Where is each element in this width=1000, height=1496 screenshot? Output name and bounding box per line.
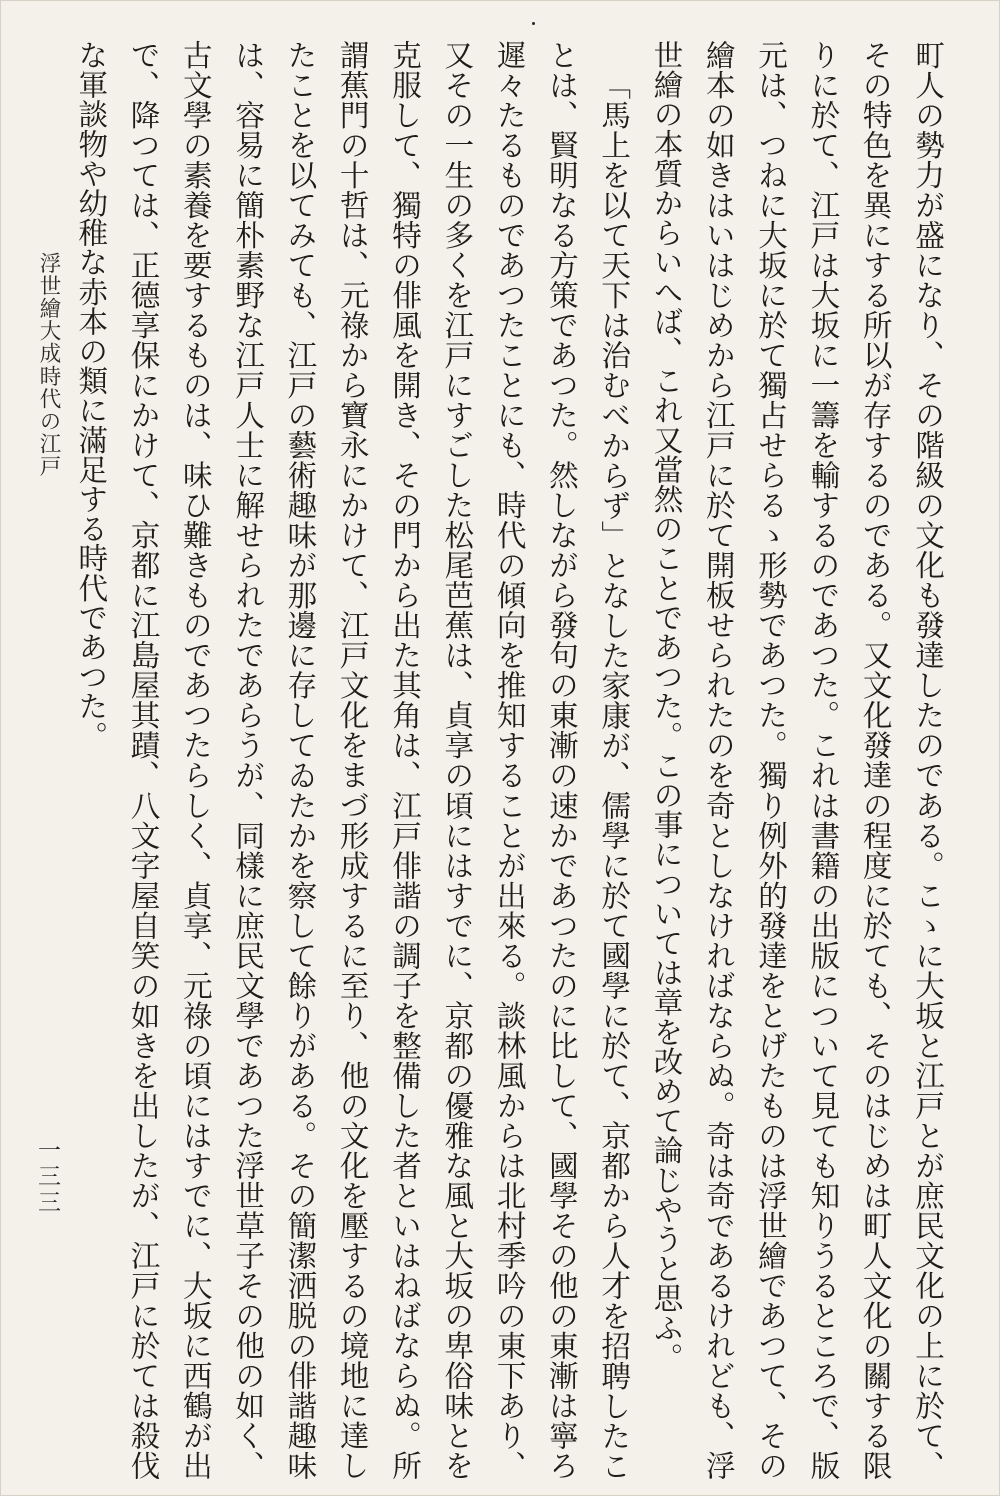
running-head: 浮世繪大成時代の江戸: [36, 252, 61, 478]
page-number: 一三三: [34, 1138, 60, 1216]
paragraph-2: 「馬上を以て天下は治むべからず」となした家康が、儒學に於て國學に於て、京都から人才を招聘したことは、賢明なる方策であつた。然しながら發句の東漸の速かであつたのに比して、國學その他の東漸は寧ろ遲々たるものであつたことにも、時代の傾向を推知することが出來る。談林風からは北村季吟の東下あり、又その一生の多くを江戸にすごした松尾芭蕉は、貞享の頃にはすでに、京都の優雅な風と大坂の卑俗味とを克服して、獨特の俳風を開き、その門から出た其角は、江戸俳諧の調子を整備した者といはねばならぬ。所謂蕉門の十哲は、元祿から寶永にかけて、江戸文化をまづ形成するに至り、他の文化を壓するの境地に達したことを以てみても、江戸の藝術趣味が那邊に存してゐたかを察して餘りがある。その簡潔洒脱の俳諧趣味は、容易に簡朴素野な江戸人士に解せられたであらうが、同樣に庶民文學であつた浮世草子その他の如く、古文學の素養を要するものは、味ひ難きものであつたらしく、貞享、元祿の頃にはすでに、大坂に西鶴が出で、降つては、正德享保にかけて、京都に江島屋其蹟、八文字屋自笑の如きを出したが、江戸に於ては殺伐な軍談物や幼稚な赤本の類に滿足する時代であつた。: [74, 40, 632, 1480]
main-text-block: [74, 40, 954, 1480]
paragraph-1: 町人の勢力が盛になり、その階級の文化も發達したのである。こゝに大坂と江戸とが庶民文化の上に於て、その特色を異にする所以が存するのである。又文化發達の程度に於ても、そのはじめは町人文化の關する限りに於て、江戸は大坂に一籌を輸するのであつた。これは書籍の出版について見ても知りうるところで、版元は、つねに大坂に於て獨占せらるゝ形勢であつた。獨り例外的發達をとげたものは浮世繪であつて、その繪本の如きはいはじめから江戸に於て開板せられたのを奇としなければならぬ。奇は奇であるけれども、浮世繪の本質からいへば、これ又當然のことであつた。この事については章を改めて論じやうと思ふ。: [649, 40, 945, 1480]
ink-speck: [532, 22, 535, 25]
